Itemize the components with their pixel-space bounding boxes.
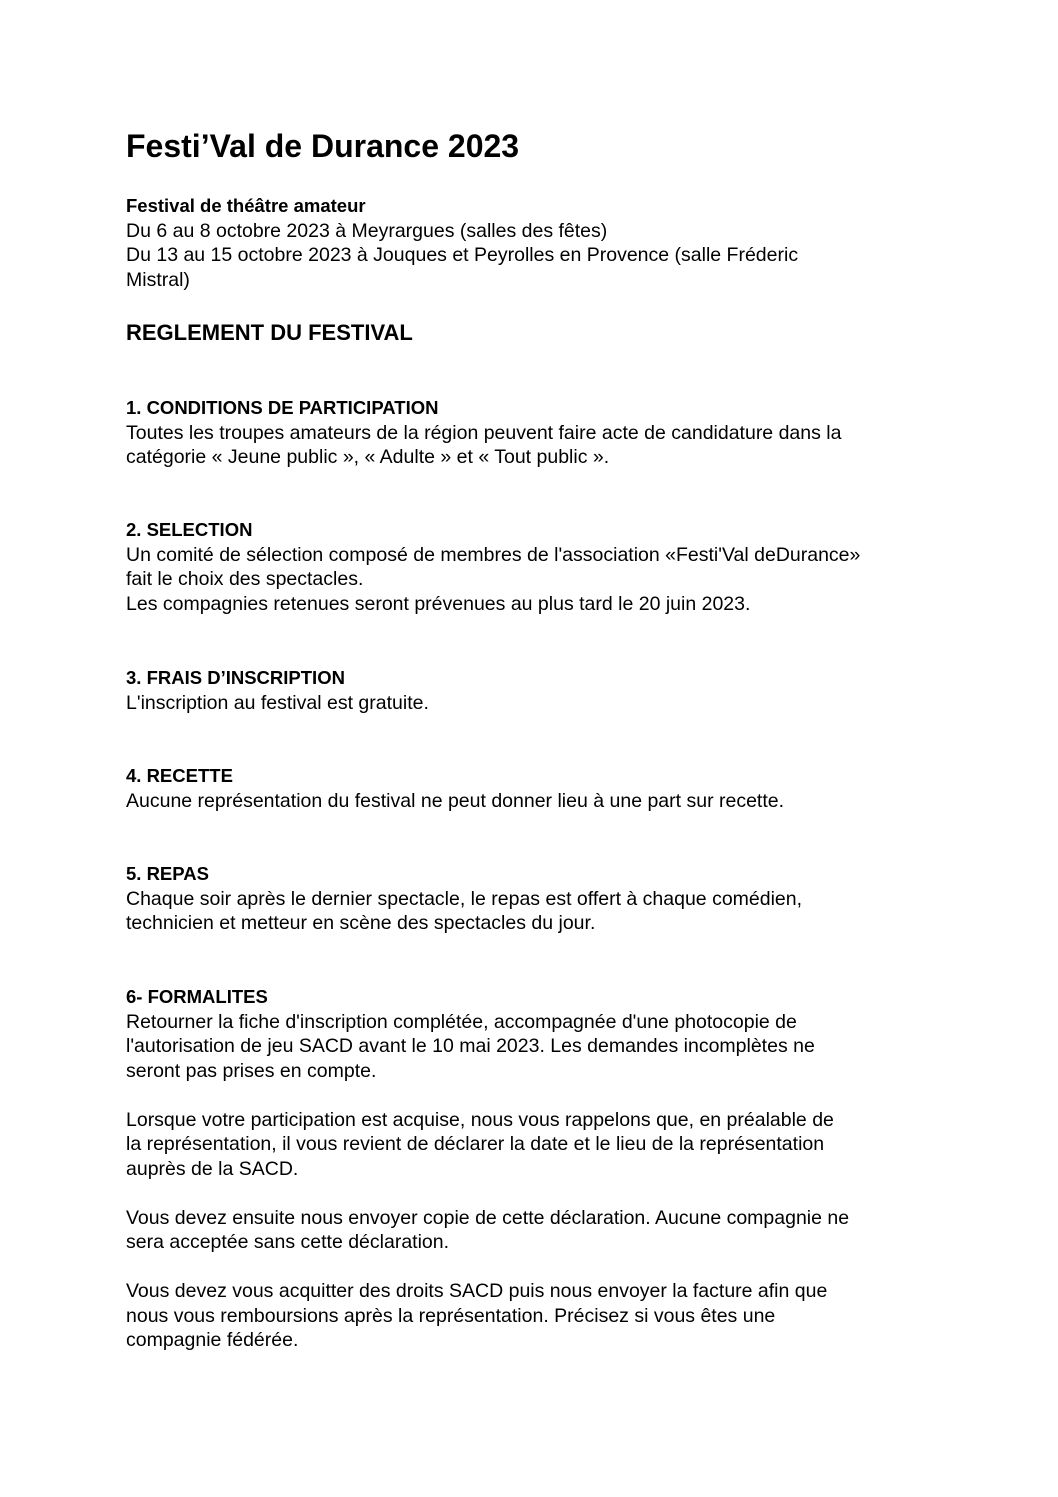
section-heading: 5. REPAS <box>126 863 209 884</box>
section-heading: 3. FRAIS D’INSCRIPTION <box>126 667 345 688</box>
dates-jouques-line1: Du 13 au 15 octobre 2023 à Jouques et Peyrolles en Provence (salle Fréderic <box>126 244 799 266</box>
dates-jouques-line2: Mistral) <box>126 268 190 291</box>
festival-subtitle: Festival de théâtre amateur <box>126 195 366 216</box>
section-text: catégorie « Jeune public », « Adulte » et « Tout public ». <box>126 446 610 468</box>
section-heading: 6- FORMALITES <box>126 986 268 1007</box>
section-text: Aucune représentation du festival ne peut donner lieu à une part sur recette. <box>126 789 785 812</box>
section-selection <box>126 518 926 616</box>
section-text: Vous devez vous acquitter des droits SACD puis nous envoyer la facture afin que <box>126 1280 828 1302</box>
section-text: seront pas prises en compte. <box>126 1059 377 1082</box>
section-heading: 2. SELECTION <box>126 519 253 540</box>
section-text: compagnie fédérée. <box>126 1329 299 1351</box>
section-text: technicien et metteur en scène des spectacles du jour. <box>126 912 596 934</box>
section-text: auprès de la SACD. <box>126 1157 299 1180</box>
intro-block <box>126 194 926 292</box>
section-text: Un comité de sélection composé de membres de l'association «Festi'Val deDurance» <box>126 543 861 566</box>
section-text: Vous devez ensuite nous envoyer copie de cette déclaration. Aucune compagnie ne <box>126 1206 850 1229</box>
section-repas <box>126 862 926 936</box>
section-text: la représentation, il vous revient de déclarer la date et le lieu de la représentation <box>126 1133 825 1155</box>
section-text: l'autorisation de jeu SACD avant le 10 mai 2023. Les demandes incomplètes ne <box>126 1035 815 1057</box>
section-conditions <box>126 396 926 470</box>
section-text: Chaque soir après le dernier spectacle, le repas est offert à chaque comédien, <box>126 887 803 910</box>
section-text: sera acceptée sans cette déclaration. <box>126 1231 450 1253</box>
section-frais <box>126 666 926 715</box>
page-title: Festi’Val de Durance 2023 <box>126 128 520 164</box>
paragraph-spacer <box>126 1255 926 1280</box>
reglement-heading: REGLEMENT DU FESTIVAL <box>126 320 413 345</box>
paragraph-spacer <box>126 1083 926 1108</box>
section-text: Toutes les troupes amateurs de la région peuvent faire acte de candidature dans la <box>126 421 842 444</box>
section-recette <box>126 764 926 813</box>
section-text: L'inscription au festival est gratuite. <box>126 691 429 714</box>
section-heading: 1. CONDITIONS DE PARTICIPATION <box>126 397 439 418</box>
paragraph-spacer <box>126 1181 926 1206</box>
section-text: Lorsque votre participation est acquise, nous vous rappelons que, en préalable de <box>126 1108 834 1131</box>
section-text: Retourner la fiche d'inscription complétée, accompagnée d'une photocopie de <box>126 1010 797 1033</box>
section-text: nous vous remboursions après la représentation. Précisez si vous êtes une <box>126 1304 776 1327</box>
section-heading: 4. RECETTE <box>126 765 233 786</box>
section-text: Les compagnies retenues seront prévenues au plus tard le 20 juin 2023. <box>126 592 751 615</box>
section-formalites <box>126 985 926 1353</box>
dates-meyrargues: Du 6 au 8 octobre 2023 à Meyrargues (salles des fêtes) <box>126 219 608 242</box>
section-text: fait le choix des spectacles. <box>126 568 364 590</box>
